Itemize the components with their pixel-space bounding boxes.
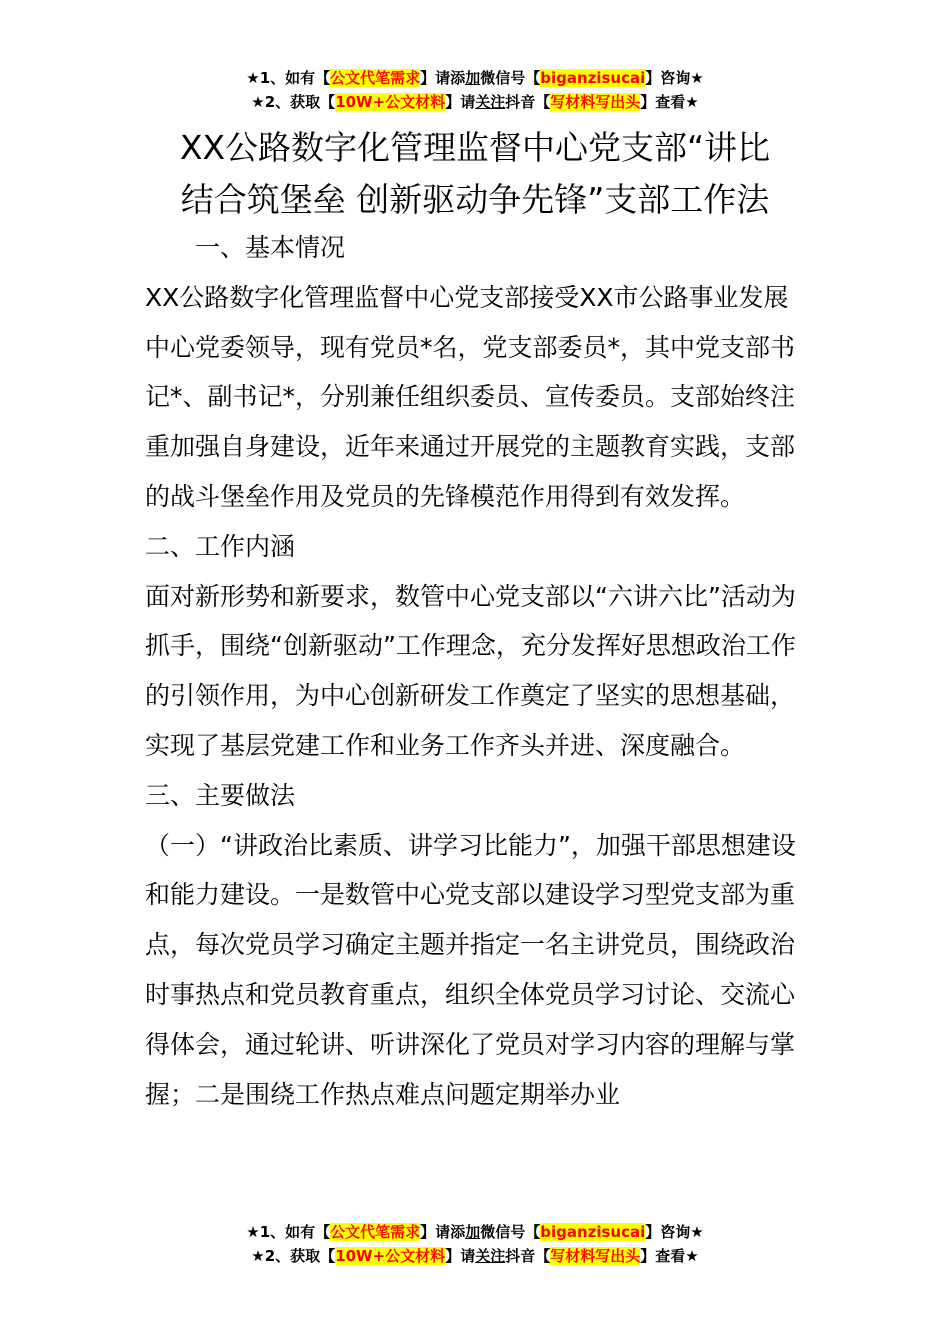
banner-text: ★2、获取【: [251, 1247, 336, 1265]
banner-line-1: [0, 1220, 950, 1244]
banner-highlight: biganzisucai: [540, 69, 646, 87]
banner-highlight: 10W+公文材料: [335, 93, 446, 111]
banner-underline: 加: [465, 69, 481, 87]
banner-underline: 加: [465, 1223, 481, 1241]
banner-line-2: [0, 90, 950, 114]
banner-text: 微信号【: [480, 69, 541, 87]
paragraph-2: 面对新形势和新要求，数管中心党支部以“六讲六比”活动为抓手，围绕“创新驱动”工作理念，充分发挥好思想政治工作的引领作用，为中心创新研发工作奠定了坚实的思想基础，实现了基层党建工作和业务工作齐头并进、深度融合。: [145, 581, 796, 760]
document-body: [145, 223, 810, 1119]
banner-highlight: 写材料写出头: [550, 1247, 641, 1265]
banner-text: ★2、获取【: [251, 93, 336, 111]
section-heading-3: 三、主要做法: [145, 780, 296, 810]
paragraph-3: （一）“讲政治比素质、讲学习比能力”，加强干部思想建设和能力建设。一是数管中心党支部以建设学习型党支部为重点，每次党员学习确定主题并指定一名主讲党员，围绕政治时事热点和党员教育重点，组织全体党员学习讨论、交流心得体会，通过轮讲、听讲深化了党员对学习内容的理解与掌握；二是围绕工作热点难点问题定期举办业: [145, 830, 796, 1109]
banner-text: ★1、如有【: [246, 1223, 331, 1241]
footer-banner: [0, 1220, 950, 1268]
banner-highlight: 10W+公文材料: [335, 1247, 446, 1265]
banner-highlight: 公文代笔需求: [330, 69, 421, 87]
banner-text: 】查看★: [640, 1247, 699, 1265]
banner-text: 抖音【: [505, 93, 551, 111]
banner-highlight: biganzisucai: [540, 1223, 646, 1241]
paragraph-1: XX公路数字化管理监督中心党支部接受XX市公路事业发展中心党委领导，现有党员*名，党支部委员*，其中党支部书记*、副书记*，分别兼任组织委员、宣传委员。支部始终注重加强自身建设，近年来通过开展党的主题教育实践，支部的战斗堡垒作用及党员的先锋模范作用得到有效发挥。: [145, 282, 796, 511]
banner-text: 微信号【: [480, 1223, 541, 1241]
banner-highlight: 公文代笔需求: [330, 1223, 421, 1241]
banner-line-2: [0, 1244, 950, 1268]
banner-text: 】咨询★: [645, 69, 704, 87]
banner-text: 】查看★: [640, 93, 699, 111]
title-line-2: 结合筑堡垒 创新驱动争先锋”支部工作法: [180, 180, 770, 219]
section-heading-1: 一、基本情况: [195, 233, 346, 262]
header-banner: [0, 66, 950, 114]
banner-text: 】请: [445, 93, 476, 111]
banner-highlight: 写材料写出头: [550, 93, 641, 111]
banner-text: 抖音【: [505, 1247, 551, 1265]
banner-text: 】请添: [420, 1223, 466, 1241]
banner-underline: 关注: [475, 1247, 506, 1265]
banner-text: ★1、如有【: [246, 69, 331, 87]
banner-text: 】请添: [420, 69, 466, 87]
banner-line-1: [0, 66, 950, 90]
banner-text: 】请: [445, 1247, 476, 1265]
banner-underline: 关注: [475, 93, 506, 111]
section-heading-2: 二、工作内涵: [145, 531, 296, 561]
banner-text: 】咨询★: [645, 1223, 704, 1241]
title-line-1: XX公路数字化管理监督中心党支部“讲比: [179, 128, 771, 167]
document-title: [130, 122, 820, 226]
